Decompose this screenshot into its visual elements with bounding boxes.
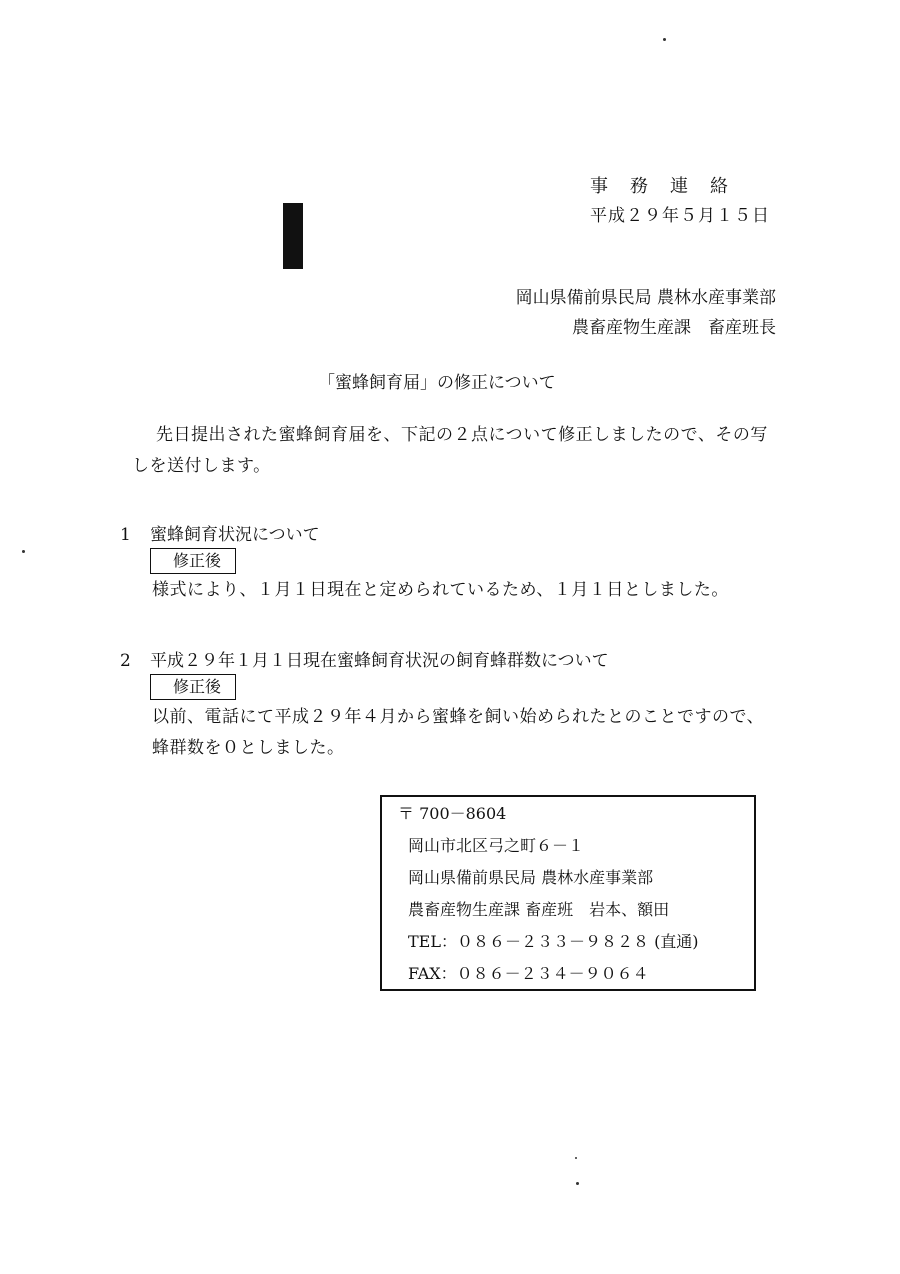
scan-speck — [575, 1157, 577, 1159]
document-date: 平成２９年５月１５日 — [590, 206, 770, 226]
contact-fax: FAX：０８６－２３４－９０６４ — [408, 964, 649, 983]
intro-paragraph: 先日提出された蜜蜂飼育届を、下記の２点について修正しましたので、その写しを送付します。 — [132, 425, 768, 476]
scan-speck — [576, 1182, 579, 1185]
item-heading-text: 蜜蜂飼育状況について — [150, 525, 320, 545]
contact-box — [380, 795, 756, 991]
contact-postal: 〒 700－8604 — [398, 804, 507, 823]
item-2-revised-tag: 修正後 — [150, 674, 236, 700]
sender-organization: 岡山県備前県民局 農林水産事業部 — [515, 288, 776, 308]
contact-organization: 岡山県備前県民局 農林水産事業部 — [408, 868, 654, 887]
item-2-body: 以前、電話にて平成２９年４月から蜜蜂を飼い始められたとのことですので、蜂群数を０としました。 — [152, 707, 765, 758]
contact-tel: TEL：０８６－２３３－９８２８ (直通) — [408, 932, 699, 951]
item-heading-text: 平成２９年１月１日現在蜜蜂飼育状況の飼育蜂群数について — [150, 651, 609, 671]
scan-artifact-bar — [283, 203, 303, 269]
item-number: 2 — [120, 651, 131, 671]
document-type: 事務連絡 — [590, 176, 750, 197]
item-1-revised-tag: 修正後 — [150, 548, 236, 574]
scan-speck — [663, 38, 666, 41]
scan-speck — [22, 550, 25, 553]
item-1-body: 様式により、１月１日現在と定められているため、１月１日としました。 — [152, 580, 729, 600]
item-2-heading — [120, 646, 609, 671]
item-number: 1 — [120, 525, 131, 545]
contact-address: 岡山市北区弓之町６－１ — [408, 836, 585, 855]
item-1-heading — [120, 520, 320, 545]
document-title: 「蜜蜂飼育届」の修正について — [318, 373, 556, 393]
sender-title: 農畜産物生産課 畜産班長 — [572, 318, 776, 338]
contact-department: 農畜産物生産課 畜産班 岩本、額田 — [408, 900, 670, 919]
